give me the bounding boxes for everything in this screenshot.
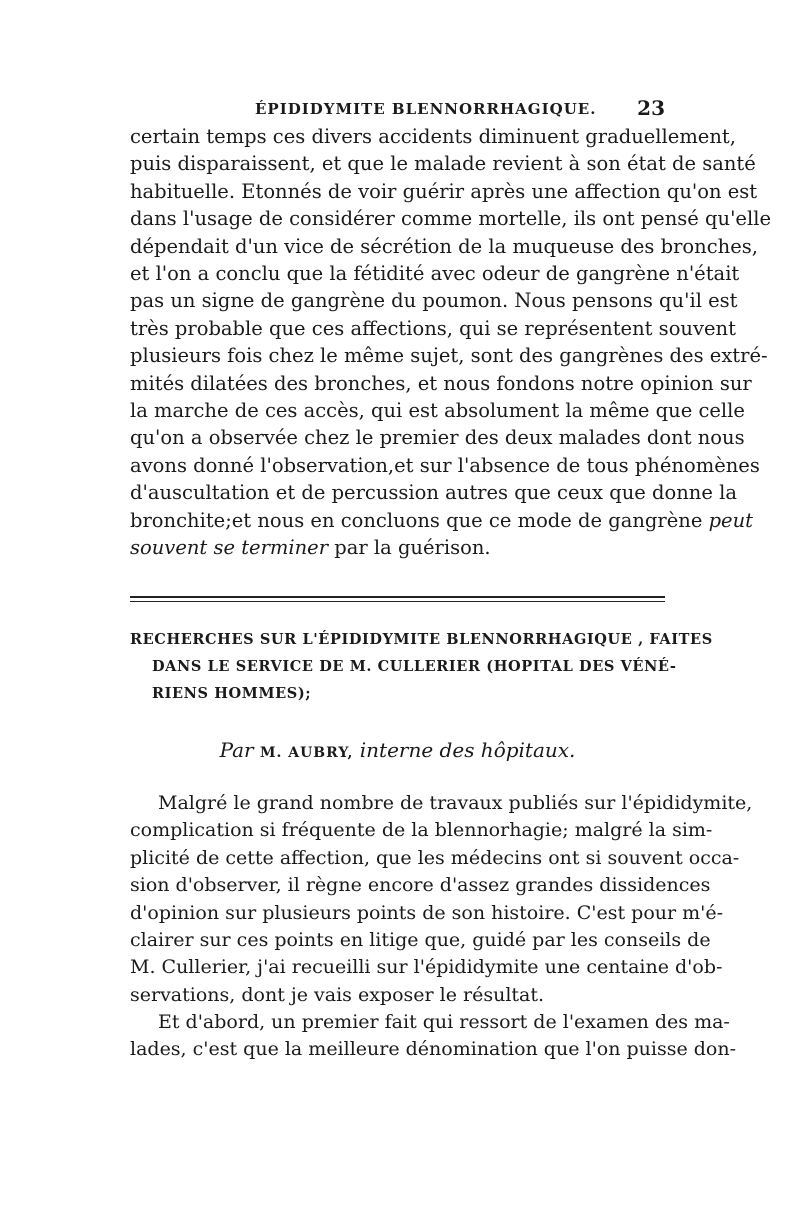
article-title <box>130 626 713 707</box>
byline-par: Par <box>219 738 254 762</box>
text-line: plusieurs fois chez le même sujet, sont des gangrènes des extré- <box>130 344 768 368</box>
section-divider-thick <box>130 596 665 598</box>
paragraph-continued <box>130 123 771 562</box>
text-line: servations, dont je vais exposer le résultat. <box>130 983 545 1006</box>
italic-text: peut <box>708 508 753 532</box>
text-line: Malgré le grand nombre de travaux publiés sur l'épididymite, <box>158 792 753 814</box>
page-header <box>130 96 665 124</box>
text-line: complication si fréquente de la blennorhagie; malgré la sim- <box>130 819 713 842</box>
text-segment: bronchite;et nous en concluons que ce mode de gangrène <box>130 508 703 532</box>
text-line: habituelle. Etonnés de voir guérir après une affection qu'on est <box>130 179 758 203</box>
text-line: clairer sur ces points en litige que, guidé par les conseils de <box>130 929 711 952</box>
text-line: mités dilatées des bronches, et nous fondons notre opinion sur <box>130 371 752 395</box>
text-line: lades, c'est que la meilleure dénomination que l'on puisse don- <box>130 1038 737 1061</box>
text-line: avons donné l'observation,et sur l'absence de tous phénomènes <box>130 453 760 477</box>
text-line: certain temps ces divers accidents diminuent graduellement, <box>130 125 736 148</box>
text-line: Et d'abord, un premier fait qui ressort de l'examen des ma- <box>158 1011 730 1033</box>
paragraph-next <box>130 1009 737 1064</box>
text-line: très probable que ces affections, qui se représentent souvent <box>130 316 736 340</box>
author-role: interne des hôpitaux. <box>359 738 576 762</box>
text-line: dans l'usage de considérer comme mortelle, ils ont pensé qu'elle <box>130 207 771 231</box>
text-line <box>130 507 753 534</box>
text-line: sion d'observer, il règne encore d'assez grandes dissidences <box>130 874 711 897</box>
italic-text: souvent se terminer <box>130 536 329 560</box>
text-line: et l'on a conclu que la fétidité avec odeur de gangrène n'était <box>130 262 740 286</box>
author-byline <box>130 738 665 762</box>
title-line: RECHERCHES SUR L'ÉPIDIDYMITE BLENNORRHAGIQUE , FAITES <box>130 631 713 648</box>
text-line: d'auscultation et de percussion autres que ceux que donne la <box>130 481 737 505</box>
text-line: dépendait d'un vice de sécrétion de la muqueuse des bronches, <box>130 234 758 258</box>
text-line: plicité de cette affection, que les médecins ont si souvent occa- <box>130 846 740 869</box>
text-line: pas un signe de gangrène du poumon. Nous pensons qu'il est <box>130 289 738 313</box>
text-line: qu'on a observée chez le premier des deux malades dont nous <box>130 426 745 450</box>
paragraph-intro <box>130 790 753 1009</box>
text-line: M. Cullerier, j'ai recueilli sur l'épididymite une centaine d'ob- <box>130 956 723 979</box>
section-divider-thin <box>130 601 665 602</box>
text-line: d'opinion sur plusieurs points de son histoire. C'est pour m'é- <box>130 901 724 924</box>
running-head: ÉPIDIDYMITE BLENNORRHAGIQUE. <box>255 100 597 118</box>
text-line: la marche de ces accès, qui est absolument la même que celle <box>130 399 745 423</box>
text-line: puis disparaissent, et que le malade revient à son état de santé <box>130 152 756 176</box>
page-number: 23 <box>637 96 665 120</box>
title-line: RIENS HOMMES); <box>152 685 312 702</box>
text-line <box>130 534 665 561</box>
title-line: DANS LE SERVICE DE M. CULLERIER (HOPITAL DES VÉNÉ- <box>152 658 677 675</box>
text-segment: par la guérison. <box>334 536 491 560</box>
author-name: M. AUBRY, <box>259 745 354 761</box>
